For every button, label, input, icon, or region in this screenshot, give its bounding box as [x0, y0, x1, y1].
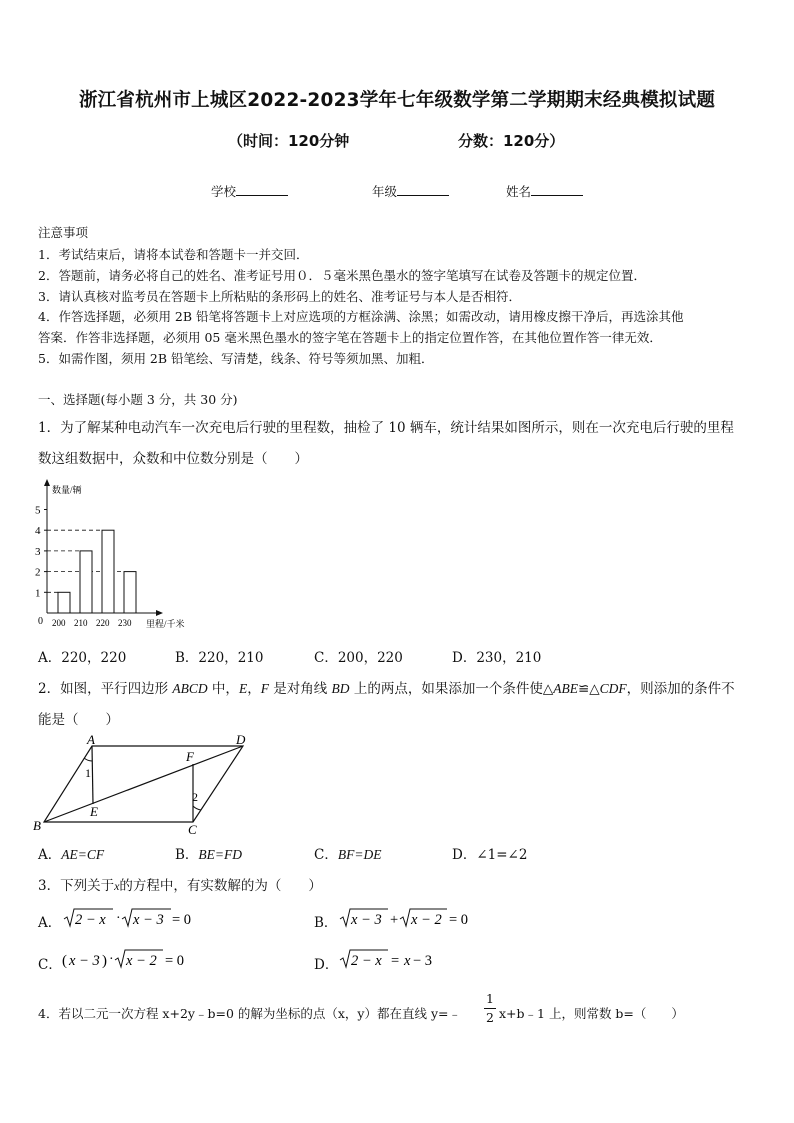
label-d: D [236, 732, 246, 747]
chart-origin-label: 0 [38, 616, 43, 627]
svg-text:2 − x: 2 − x [351, 953, 382, 969]
svg-text:x: x [404, 953, 411, 969]
chart-y-label: 数量/辆 [52, 485, 82, 495]
label-c: C [188, 822, 197, 837]
svg-text:√(2−x)·√(x−3)=0: √(2−x)·√(x−3)=0 [62, 805, 69, 806]
svg-text:(: ( [62, 953, 67, 969]
section-heading: 一、选择题(每小题 3 分，共 30 分) [38, 392, 238, 407]
chart-x-arrow [156, 610, 163, 616]
q2-stem-line2: 能是（ ） [38, 712, 119, 728]
svg-text:= 0: = 0 [172, 912, 192, 928]
q3-option-d-label[interactable]: D． [314, 957, 339, 973]
chart-x-tick-label: 220 [96, 618, 110, 628]
svg-text:x − 3: x − 3 [69, 953, 100, 969]
q1-option-a[interactable]: A．220，220 [38, 650, 127, 666]
angle-1-label: 1 [85, 766, 91, 780]
label-b: B [33, 818, 41, 833]
fraction-numerator: 1 [486, 991, 494, 1006]
name-field[interactable] [506, 182, 583, 200]
svg-text:=: = [391, 953, 400, 969]
chart-x-label: 里程/千米 [146, 619, 185, 629]
svg-text:= 0: = 0 [449, 912, 469, 928]
notice-item: 1．考试结束后，请将本试卷和答题卡一并交回． [38, 247, 309, 262]
svg-text:2 − x: 2 − x [75, 912, 106, 928]
svg-text:− 3: − 3 [413, 953, 433, 969]
notice-item: 答案．作答非选择题，必须用 05 毫米黑色墨水的签字笔在答题卡上的指定位置作答，在其他位置作答一律无效． [38, 330, 662, 345]
q1-option-d[interactable]: D．230，210 [452, 650, 542, 666]
q1-option-c[interactable]: C．200，220 [314, 650, 403, 666]
q1-stem-line2: 数这组数据中，众数和中位数分别是（ ） [38, 451, 308, 467]
fraction-denominator: 2 [484, 1008, 496, 1025]
label-a: A [87, 732, 95, 747]
svg-text:√(2−x)=x−3: √(2−x)=x−3 [338, 846, 343, 847]
chart-y-tick-label: 2 [35, 566, 41, 579]
name-blank[interactable] [531, 183, 583, 196]
school-field[interactable] [211, 182, 288, 200]
angle-1-arc [84, 758, 92, 761]
chart-bar-210 [80, 551, 92, 613]
svg-text:x − 3: x − 3 [133, 912, 164, 928]
school-label: 学校 [211, 184, 237, 199]
segment-ae [92, 746, 93, 804]
chart-y-tick-label: 5 [35, 504, 41, 517]
chart-y-tick-label: 4 [35, 525, 41, 538]
chart-bar-230 [124, 572, 136, 613]
notice-heading: 注意事项 [38, 225, 89, 240]
page-title: 浙江省杭州市上城区2022-2023学年七年级数学第二学期期末经典模拟试题 [78, 90, 716, 111]
chart-x-tick-label: 210 [74, 618, 88, 628]
chart-bar-200 [58, 592, 70, 613]
chart-y-tick-label: 1 [35, 587, 41, 600]
chart-y-tick-label: 3 [35, 545, 41, 558]
svg-text:x − 2: x − 2 [411, 912, 442, 928]
notice-item: 3．请认真核对监考员在答题卡上所粘贴的条形码上的姓名、准考证号与本人是否相符． [38, 289, 521, 304]
svg-text:): ) [102, 953, 107, 969]
svg-text:x − 2: x − 2 [126, 953, 157, 969]
q2-option-c[interactable]: C．BF=DE [314, 847, 382, 863]
q3-option-c-label[interactable]: C． [38, 957, 62, 973]
exam-score: 分数：120分） [458, 132, 565, 150]
notice-item: 4．作答选择题，必须用 2B 铅笔将答题卡上对应选项的方框涂满、涂黑；如需改动，请用橡皮擦干净后，再选涂其他 [38, 309, 684, 324]
q1-option-b[interactable]: B．220，210 [175, 650, 264, 666]
svg-text:+: + [390, 912, 399, 928]
q2-parallelogram-figure [30, 730, 260, 838]
chart-y-arrow [44, 479, 50, 486]
grade-label: 年级 [372, 184, 398, 199]
label-e: E [90, 804, 98, 819]
svg-text:·: · [116, 911, 121, 926]
q2-stem-line1: 2．如图，平行四边形 ABCD 中，E，F 是对角线 BD 上的两点，如果添加一个条件使△ABE≌△CDF，则添加的条件不 [38, 681, 735, 697]
name-label: 姓名 [506, 184, 532, 199]
q2-option-b[interactable]: B．BE=FD [175, 847, 243, 863]
q4-fraction [484, 992, 496, 1025]
q3-stem: 3．下列关于x的方程中，有实数解的为（ ） [38, 878, 322, 894]
chart-x-tick-label: 200 [52, 618, 66, 628]
grade-blank[interactable] [397, 183, 449, 196]
q3-option-b-label[interactable]: B． [314, 915, 338, 931]
label-f: F [186, 749, 194, 764]
q2-option-d[interactable]: D．∠1=∠2 [452, 847, 528, 863]
grade-field[interactable] [372, 182, 449, 200]
diagonal-bd [44, 746, 243, 822]
chart-x-tick-label: 230 [118, 618, 132, 628]
q4-stem-post: x+b﹣1 上，则常数 b=（ ） [499, 1006, 684, 1021]
svg-text:√(x−3)+√(x−2)=0: √(x−3)+√(x−2)=0 [338, 805, 346, 806]
exam-time: （时间：120分钟 [228, 132, 350, 150]
svg-text:·: · [109, 952, 114, 967]
svg-text:(x−3)·√(x−2)=0: (x−3)·√(x−2)=0 [62, 846, 69, 847]
angle-2-label: 2 [192, 790, 198, 804]
angle-2-arc [193, 806, 201, 810]
school-blank[interactable] [236, 183, 288, 196]
chart-bar-220 [102, 530, 114, 613]
notice-item: 5．如需作图，须用 2B 铅笔绘、写清楚，线条、符号等须加黑、加粗． [38, 351, 434, 366]
q1-bar-chart [30, 476, 200, 634]
svg-text:= 0: = 0 [165, 953, 185, 969]
q2-option-a[interactable]: A．AE=CF [38, 847, 105, 863]
q4-stem-pre: 4．若以二元一次方程 x+2y﹣b=0 的解为坐标的点（x，y）都在直线 y=﹣ [38, 1006, 461, 1021]
notice-item: 2．答题前，请务必将自己的姓名、准考证号用０．５毫米黑色墨水的签字笔填写在试卷及答题卡的规定位置． [38, 268, 646, 283]
q3-option-a-label[interactable]: A． [38, 915, 62, 931]
svg-text:x − 3: x − 3 [351, 912, 382, 928]
q1-stem-line1: 1．为了解某种电动汽车一次充电后行驶的里程数，抽检了 10 辆车，统计结果如图所示，则在一次充电后行驶的里程 [38, 420, 734, 436]
